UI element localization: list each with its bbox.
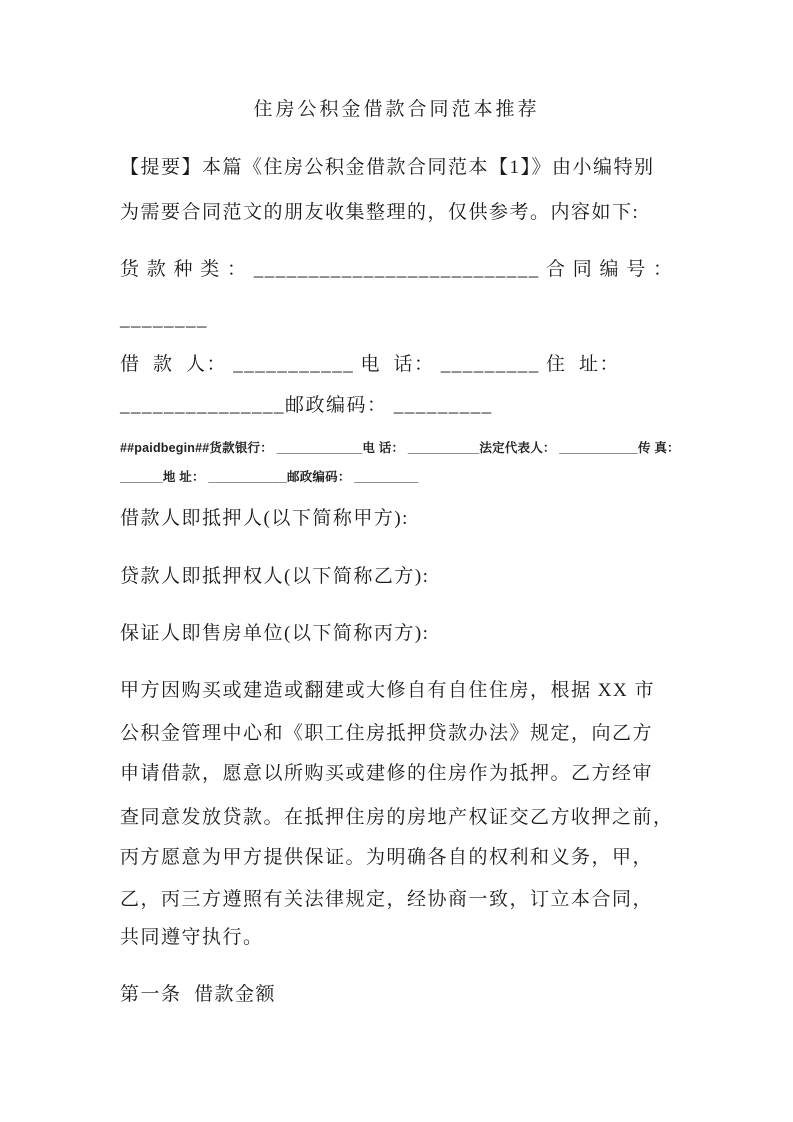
intro-line-1: 【提要】本篇《住房公积金借款合同范本【1】》由小编特别 xyxy=(120,157,655,178)
contract-no-blank-line: ________ xyxy=(120,309,208,330)
body-line-4: 查同意发放贷款。在抵押住房的房地产权证交乙方收押之前， xyxy=(120,807,674,828)
body-line-6: 乙，丙三方遵照有关法律规定，经协商一致，订立本合同， xyxy=(120,889,654,910)
body-line-1: 甲方因购买或建造或翻建或大修自有自住住房，根据 XX 市 xyxy=(120,680,655,701)
postal-line: _______________邮政编码： _________ xyxy=(120,395,493,416)
section-heading: 第一条 借款金额 xyxy=(120,984,277,1005)
paid-line-2: ______地 址： ___________邮政编码： _________ xyxy=(120,470,419,484)
intro-line-2: 为需要合同范文的朋友收集整理的，仅供参考。内容如下: xyxy=(120,202,640,223)
body-line-5: 丙方愿意为甲方提供保证。为明确各自的权利和义务，甲， xyxy=(120,847,654,868)
body-line-7: 共同遵守执行。 xyxy=(120,927,264,948)
paid-line-1: ##paidbegin##货款银行： ____________电 话： __________法定代表人： ___________传 真： xyxy=(120,441,680,455)
body-line-3: 申请借款，愿意以所购买或建修的住房作为抵押。乙方经审 xyxy=(120,763,654,784)
party-c-line: 保证人即售房单位(以下简称丙方): xyxy=(120,623,430,644)
party-b-line: 贷款人即抵押权人(以下简称乙方): xyxy=(120,566,430,587)
party-a-line: 借款人即抵押人(以下简称甲方): xyxy=(120,508,409,529)
doc-title: 住房公积金借款合同范本推荐 xyxy=(253,99,540,120)
body-line-2: 公积金管理中心和《职工住房抵押贷款办法》规定，向乙方 xyxy=(120,723,654,744)
loan-type-line: 货 款 种 类 ： __________________________ 合 同 编 号 ： xyxy=(120,259,674,280)
borrower-line: 借 款 人： ___________ 电 话： _________ 住 址： xyxy=(120,354,621,375)
